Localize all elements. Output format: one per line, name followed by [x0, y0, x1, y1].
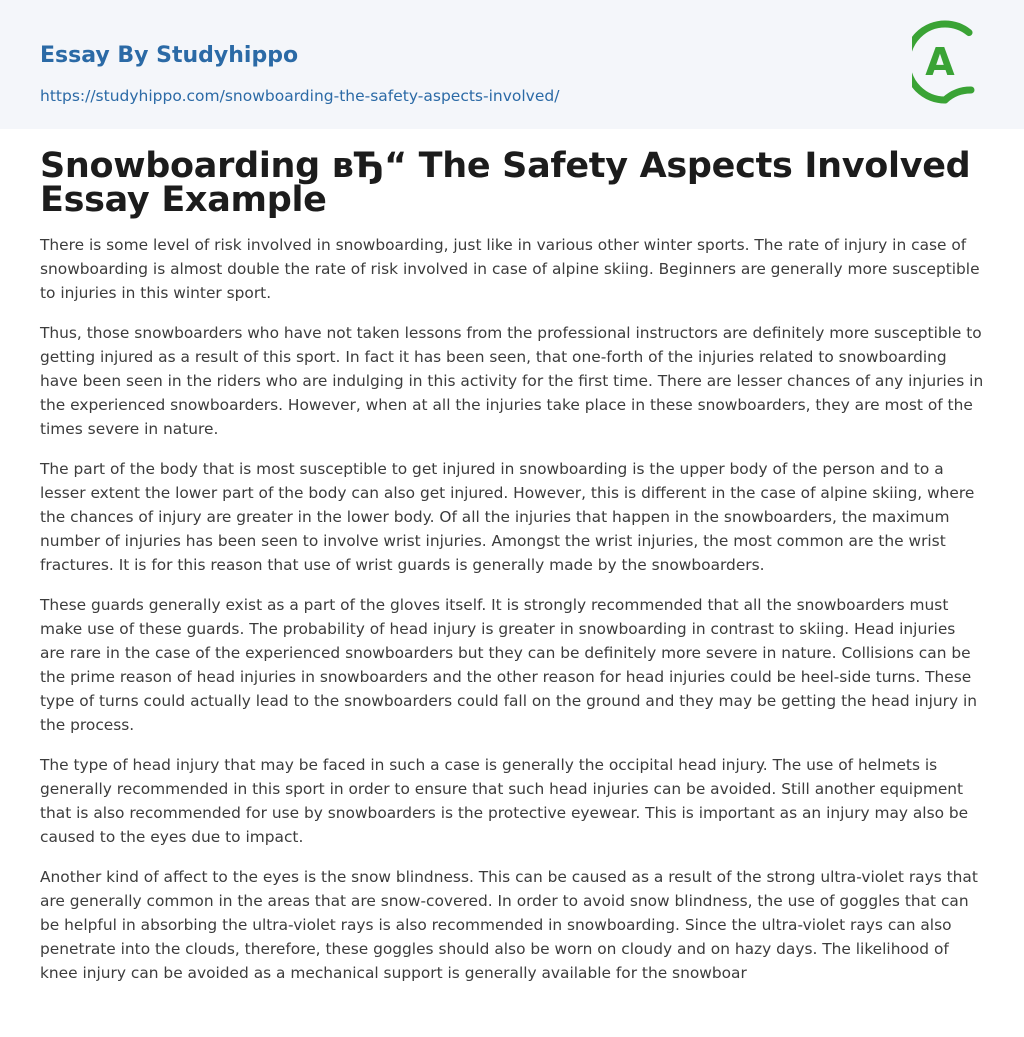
- logo-letter: A: [925, 40, 955, 84]
- article-paragraph: Thus, those snowboarders who have not taken lessons from the professional instructors are definitely more susceptible to getting injured as a result of this sport. In fact it has been seen, that one-forth of the injuries related to snowboarding have been seen in the riders who are indulging in this activity for the first time. There are lesser chances of any injuries in the experienced snowboarders. However, when at all the injuries take place in these snowboarders, they are most of the times severe in nature.: [40, 324, 984, 438]
- site-header: [0, 0, 1024, 129]
- article-title: Snowboarding вЂ“ The Safety Aspects Involved Essay Example: [40, 146, 971, 220]
- article-url-link[interactable]: https://studyhippo.com/snowboarding-the-safety-aspects-involved/: [40, 87, 560, 105]
- studyhippo-logo-icon[interactable]: [912, 18, 986, 106]
- article-paragraph: These guards generally exist as a part of the gloves itself. It is strongly recommended that all the snowboarders must make use of these guards. The probability of head injury is greater in snowboarding in contrast to skiing. Head injuries are rare in the case of the experienced snowboarders but they can be definitely more severe in nature. Collisions can be the prime reason of head injuries in snowboarders and the other reason for head injuries could be heel-side turns. These type of turns could actually lead to the snowboarders could fall on the ground and they may be getting the head injury in the process.: [40, 596, 977, 734]
- article-paragraph: There is some level of risk involved in snowboarding, just like in various other winter sports. The rate of injury in case of snowboarding is almost double the rate of risk involved in case of alpine skiing. Beginners are generally more susceptible to injuries in this winter sport.: [40, 236, 980, 302]
- article-paragraph: The part of the body that is most susceptible to get injured in snowboarding is the upper body of the person and to a lesser extent the lower part of the body can also get injured. However, this is different in the case of alpine skiing, where the chances of injury are greater in the lower body. Of all the injuries that happen in the snowboarders, the maximum number of injuries has been seen to involve wrist injuries. Amongst the wrist injuries, the most common are the wrist fractures. It is for this reason that use of wrist guards is generally made by the snowboarders.: [40, 460, 975, 574]
- article-paragraph: Another kind of affect to the eyes is the snow blindness. This can be caused as a result of the strong ultra-violet rays that are generally common in the areas that are snow-covered. In order to avoid snow blindness, the use of goggles that can be helpful in absorbing the ultra-violet rays is also recommended in snowboarding. Since the ultra-violet rays can also penetrate into the clouds, therefore, these goggles should also be worn on cloudy and on hazy days. The likelihood of knee injury can be avoided as a mechanical support is generally available for the snowboar: [40, 868, 978, 982]
- article-paragraph: The type of head injury that may be faced in such a case is generally the occipital head injury. The use of helmets is generally recommended in this sport in order to ensure that such head injuries can be avoided. Still another equipment that is also recommended for use by snowboarders is the protective eyewear. This is important as an injury may also be caused to the eyes due to impact.: [40, 756, 969, 846]
- site-brand[interactable]: Essay By Studyhippo: [40, 43, 299, 68]
- article-body: [0, 146, 1024, 985]
